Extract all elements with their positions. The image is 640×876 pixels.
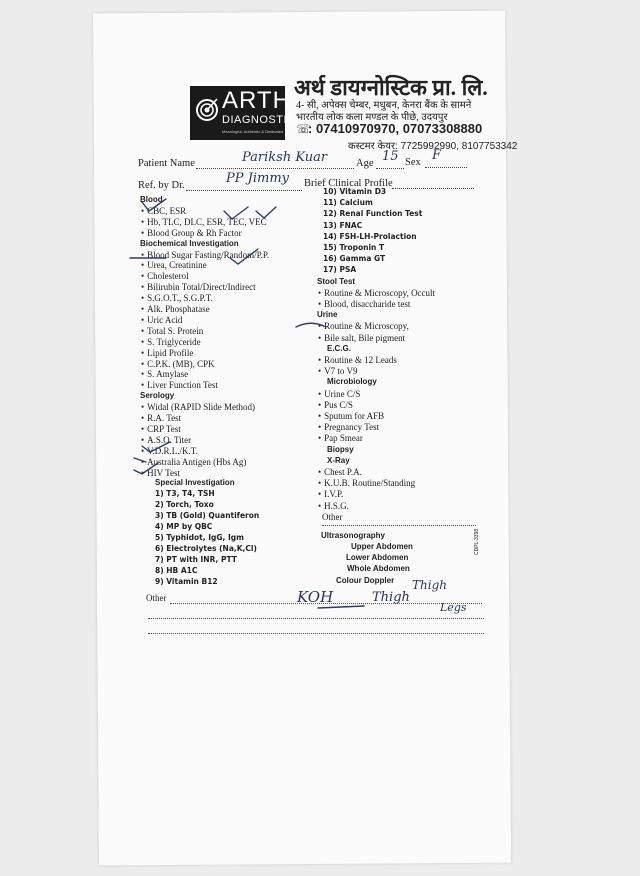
test-item: • Pus C/S xyxy=(318,400,353,410)
numbered-test: 8) HB A1C xyxy=(155,565,198,575)
tick-random xyxy=(230,249,258,264)
test-item: • Blood Sugar Fasting/Random/P.P. xyxy=(141,250,269,260)
handwritten-legs: Legs xyxy=(440,601,467,614)
numbered-test: 2) Torch, Toxo xyxy=(155,500,214,510)
numbered-test: 16) Gamma GT xyxy=(323,254,386,264)
test-item: • CBC, ESR xyxy=(141,206,186,216)
section-heading: Blood xyxy=(140,195,163,204)
test-item: • Cholesterol xyxy=(141,271,189,281)
sex-label: Sex xyxy=(405,157,421,168)
test-item: • Alk. Phosphatase xyxy=(141,304,210,314)
section-heading: Serology xyxy=(140,391,175,401)
numbered-test: 7) PT with INR, PTT xyxy=(155,554,237,564)
usg-upper-abdomen: Upper Abdomen xyxy=(351,542,413,551)
test-item: • CRP Test xyxy=(141,424,181,434)
numbered-test: 14) FSH-LH-Prolaction xyxy=(323,231,417,241)
patient-name-value: Pariksh Kuar xyxy=(242,150,328,165)
usg-whole-abdomen: Whole Abdomen xyxy=(347,564,410,573)
tick-hiv xyxy=(134,463,158,474)
test-item: • S. Amylase xyxy=(141,369,188,379)
test-item: • Hb, TLC, DLC, ESR, TEC, VEC xyxy=(141,217,267,227)
test-item: • H.S.G. xyxy=(318,501,349,511)
test-item: • Routine & 12 Leads xyxy=(318,355,397,365)
age-label: Age xyxy=(356,158,374,169)
section-heading: Special Investigation xyxy=(155,478,235,488)
tick-vdrl xyxy=(142,442,170,452)
test-item: • Bilirubin Total/Direct/Indirect xyxy=(141,282,256,292)
numbered-test: 1) T3, T4, TSH xyxy=(155,489,215,499)
test-item: • Widal (RAPID Slide Method) xyxy=(141,402,255,412)
test-item: • Blood, disaccharide test xyxy=(318,299,410,309)
logo-tagline: Meaningful, Authentic & Dedicated xyxy=(222,129,284,134)
section-heading: E.C.G. xyxy=(327,343,352,353)
address-line-1: 4- सी, अपेक्स चेम्बर, मधुबन, केनरा बैंक के सामने xyxy=(296,100,472,111)
company-name-hindi: अर्थ डायग्नोस्टिक प्रा. लि. xyxy=(294,75,488,100)
logo-sub: DIAGNOSTICS xyxy=(222,114,304,126)
test-item: • HIV Test xyxy=(141,468,180,478)
test-item: • Pap Smear xyxy=(318,433,363,443)
test-item: • Total S. Protein xyxy=(141,326,203,336)
test-item: • Australia Antigen (Hbs Ag) xyxy=(141,457,246,467)
tick-urine xyxy=(296,323,326,327)
numbered-test: 11) Calcium xyxy=(323,198,373,208)
section-heading: X-Ray xyxy=(327,455,350,465)
handwritten-thigh-2: Thigh xyxy=(412,578,447,592)
tick-tec xyxy=(256,207,276,218)
age-value: 15 xyxy=(382,149,399,164)
ultrasonography-title: Ultrasonography xyxy=(321,531,386,540)
address-line-2: भारतीय लोक कला मण्डल के पीछे, उदयपुर xyxy=(296,112,448,123)
handwritten-koh: KOH xyxy=(297,588,334,606)
tick-australia xyxy=(134,458,146,462)
section-heading: Biochemical Investigation xyxy=(140,238,239,248)
phone-icon: ☏ xyxy=(296,122,312,136)
tick-cbc xyxy=(142,199,166,211)
test-item: • Routine & Microscopy, Occult xyxy=(318,288,435,298)
numbered-test: 15) Troponin T xyxy=(323,243,385,252)
test-item: • Routine & Microscopy, xyxy=(318,321,409,331)
numbered-test: 3) TB (Gold) Quantiferon xyxy=(155,511,260,521)
test-item: • V.D.R.L./K.T. xyxy=(141,446,198,456)
sex-value: F xyxy=(432,148,442,163)
koh-underline xyxy=(318,606,364,608)
test-item: • I.V.P. xyxy=(318,489,343,499)
customer-care: कस्टमर केयर: 7725992990, 8107753342 xyxy=(348,141,518,152)
test-item: • C.P.K. (MB), CPK xyxy=(141,359,215,369)
test-item: • Chest P.A. xyxy=(318,467,362,477)
patient-name-label: Patient Name xyxy=(138,158,195,169)
test-item: • K.U.B. Routine/Standing xyxy=(318,478,415,488)
handwritten-thigh: Thigh xyxy=(372,590,410,605)
numbered-test: 5) Typhidot, IgG, Igm xyxy=(155,532,244,542)
test-item: • V7 to V9 xyxy=(318,366,358,376)
section-heading: Microbiology xyxy=(327,377,377,387)
numbered-test: 17) PSA xyxy=(323,265,357,275)
tick-esr xyxy=(224,207,248,219)
test-item: • Urine C/S xyxy=(318,389,360,399)
numbered-test: 9) Vitamin B12 xyxy=(155,576,218,586)
test-item: • Lipid Profile xyxy=(141,348,193,358)
other-field-label: Other xyxy=(322,511,343,522)
ref-label: Ref. by Dr. xyxy=(138,180,185,191)
form-code: CDPL-3398 xyxy=(474,528,480,555)
numbered-test: 10) Vitamin D3 xyxy=(323,187,387,196)
usg-colour-doppler: Colour Doppler xyxy=(336,576,395,585)
usg-lower-abdomen: Lower Abdomen xyxy=(346,553,409,562)
test-item: • Bile salt, Bile pigment xyxy=(318,333,405,343)
test-item: • Blood Group & Rh Factor xyxy=(141,228,242,238)
test-item: • Sputum for AFB xyxy=(318,411,384,421)
phone-numbers: : 07410970970, 07073308880 xyxy=(308,121,483,136)
test-item: • R.A. Test xyxy=(141,413,181,423)
test-item: • S.G.O.T., S.G.P.T. xyxy=(141,293,213,303)
numbered-test: 12) Renal Function Test xyxy=(323,209,423,219)
section-heading: Biopsy xyxy=(327,444,354,454)
ref-value: PP Jimmy xyxy=(226,171,289,186)
clinical-profile-label: Brief Clinical Profile xyxy=(304,178,393,189)
test-item: • A.S.O. Titer xyxy=(141,435,191,445)
numbered-test: 13) FNAC xyxy=(323,220,363,230)
test-item: • Uric Acid xyxy=(141,315,182,325)
numbered-test: 4) MP by QBC xyxy=(155,522,213,531)
other-label: Other xyxy=(146,593,167,603)
logo-main: ARTH xyxy=(222,87,291,114)
test-item: • Liver Function Test xyxy=(141,380,218,390)
section-heading: Stool Test xyxy=(317,276,356,286)
numbered-test: 6) Electrolytes (Na,K,Cl) xyxy=(155,543,257,553)
test-item: • S. Triglyceride xyxy=(141,337,201,347)
test-item: • Pregnancy Test xyxy=(318,422,379,432)
test-item: • Urea, Creatinine xyxy=(141,260,207,270)
section-heading: Urine xyxy=(317,310,338,320)
